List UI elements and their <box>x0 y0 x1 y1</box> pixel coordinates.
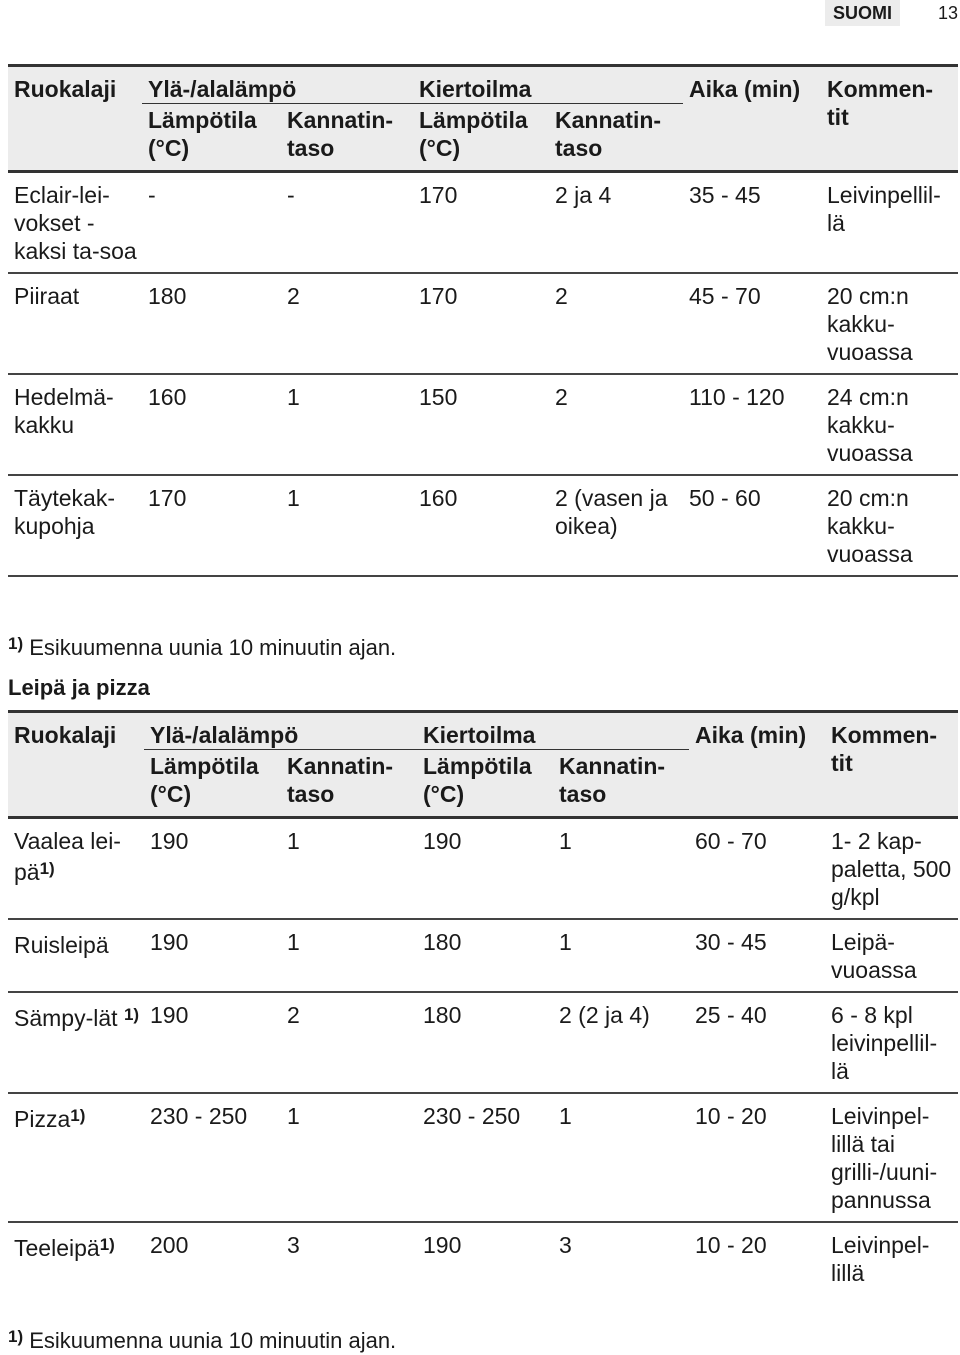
cell: - <box>148 182 156 208</box>
footnote-mark: 1) <box>8 634 24 653</box>
time-cell: 110 - 120 <box>689 384 785 410</box>
time-cell: 10 - 20 <box>695 1232 767 1258</box>
cell: 1 <box>559 828 572 854</box>
cell: 1 <box>287 828 300 854</box>
table-row <box>8 1222 958 1294</box>
dish-name: Pizza <box>14 1106 71 1132</box>
section-title: Leipä ja pizza <box>8 675 150 700</box>
col-shelf: Kannatin-taso <box>549 104 683 172</box>
col-shelf: Kannatin-taso <box>281 104 413 172</box>
footnote-mark: 1) <box>39 859 55 878</box>
comment-cell: Leivinpel-lillä <box>831 1232 930 1286</box>
col-comments: Kommen-tit <box>825 712 958 818</box>
time-cell: 30 - 45 <box>695 929 767 955</box>
cell: 1 <box>287 384 300 410</box>
table-row <box>8 818 958 920</box>
footnote <box>8 1323 396 1355</box>
col-comments: Kommen-tit <box>821 66 958 172</box>
cell: 2 <box>287 1002 300 1028</box>
col-temperature: Lämpötila (°C) <box>142 104 281 172</box>
table-header <box>8 66 958 172</box>
table-row <box>8 172 958 274</box>
dish-name: Sämpy-lät <box>14 1005 118 1031</box>
table-row <box>8 374 958 475</box>
comment-cell: Leipä-vuoassa <box>831 929 917 983</box>
cell: 1 <box>287 1103 300 1129</box>
cell: 190 <box>423 828 462 854</box>
dish-cell: Piiraat <box>14 283 80 309</box>
table-row <box>8 475 958 576</box>
cell: 170 <box>419 182 458 208</box>
footnote-mark: 1) <box>99 1235 115 1254</box>
col-temperature: Lämpötila (°C) <box>144 750 281 818</box>
cell: 150 <box>419 384 458 410</box>
dish-cell: Eclair-lei-vokset - kaksi ta-soa <box>14 182 137 264</box>
cell: 230 - 250 <box>423 1103 521 1129</box>
comment-cell: 24 cm:n kakku-vuoassa <box>827 384 913 466</box>
cell: 2 <box>555 384 568 410</box>
table-row <box>8 992 958 1093</box>
page-header <box>0 0 960 30</box>
comment-cell: 6 - 8 kpl leivinpellil-lä <box>831 1002 938 1084</box>
cell: 200 <box>150 1232 189 1258</box>
dish-cell <box>8 1093 144 1222</box>
cell: 170 <box>419 283 458 309</box>
comment-cell: Leivinpellil-lä <box>827 182 941 236</box>
comment-cell: Leivinpel-lillä tai grilli-/uuni-pannussa <box>831 1103 938 1213</box>
dish-name: Ruisleipä <box>14 932 109 958</box>
col-fan: Kiertoilma <box>413 66 683 104</box>
page-number: 13 <box>937 3 958 23</box>
cell: 190 <box>150 828 189 854</box>
dish-cell <box>8 992 144 1093</box>
col-shelf: Kannatin-taso <box>281 750 417 818</box>
cell: 2 ja 4 <box>555 182 612 208</box>
cell: 180 <box>148 283 187 309</box>
footnote-text: Esikuumenna uunia 10 minuutin ajan. <box>29 635 397 660</box>
cell: 1 <box>287 929 300 955</box>
time-cell: 45 - 70 <box>689 283 761 309</box>
cell: 1 <box>559 1103 572 1129</box>
cell: 3 <box>559 1232 572 1258</box>
cell: - <box>287 182 295 208</box>
col-time: Aika (min) <box>683 66 821 172</box>
dish-cell <box>8 919 144 992</box>
cell: 2 <box>287 283 300 309</box>
cell: 190 <box>150 929 189 955</box>
footnote-text: Esikuumenna uunia 10 minuutin ajan. <box>29 1328 397 1353</box>
table-row <box>8 273 958 374</box>
cell: 180 <box>423 1002 462 1028</box>
col-time: Aika (min) <box>689 712 825 818</box>
col-temperature: Lämpötila (°C) <box>417 750 553 818</box>
cell: 190 <box>423 1232 462 1258</box>
cell: 160 <box>419 485 458 511</box>
comment-cell: 1- 2 kap-paletta, 500 g/kpl <box>831 828 952 910</box>
footnote-mark: 1) <box>123 1005 140 1024</box>
col-fan: Kiertoilma <box>417 712 689 750</box>
footnote-mark: 1) <box>70 1106 86 1125</box>
cell: 170 <box>148 485 187 511</box>
baking-table <box>8 64 958 577</box>
footnote <box>8 630 396 662</box>
table-row <box>8 919 958 992</box>
col-top-bottom-heat: Ylä-/alalämpö <box>144 712 417 750</box>
cell: 230 - 250 <box>150 1103 248 1129</box>
dish-cell <box>8 1222 144 1294</box>
footnote-mark: 1) <box>8 1327 24 1346</box>
dish-cell: Täytekak-kupohja <box>14 485 115 539</box>
bread-pizza-table <box>8 710 958 1294</box>
dish-name: Teeleipä <box>14 1235 100 1261</box>
comment-cell: 20 cm:n kakku-vuoassa <box>827 283 913 365</box>
dish-cell <box>8 818 144 920</box>
cell: 1 <box>287 485 300 511</box>
cell: 2 (2 ja 4) <box>559 1002 650 1028</box>
col-shelf: Kannatin-taso <box>553 750 689 818</box>
time-cell: 35 - 45 <box>689 182 761 208</box>
table-row <box>8 1093 958 1222</box>
col-top-bottom-heat: Ylä-/alalämpö <box>142 66 413 104</box>
dish-name: Vaalea lei-pä <box>14 828 121 885</box>
col-dish: Ruokalaji <box>8 712 144 818</box>
cell: 1 <box>559 929 572 955</box>
cell: 160 <box>148 384 187 410</box>
col-temperature: Lämpötila (°C) <box>413 104 549 172</box>
dish-cell: Hedelmä-kakku <box>14 384 114 438</box>
table-header <box>8 712 958 818</box>
cell: 190 <box>150 1002 189 1028</box>
cell: 2 (vasen ja oikea) <box>555 485 668 539</box>
time-cell: 25 - 40 <box>695 1002 767 1028</box>
cell: 3 <box>287 1232 300 1258</box>
col-dish: Ruokalaji <box>8 66 142 172</box>
time-cell: 50 - 60 <box>689 485 761 511</box>
comment-cell: 20 cm:n kakku-vuoassa <box>827 485 913 567</box>
cell: 2 <box>555 283 568 309</box>
cell: 180 <box>423 929 462 955</box>
time-cell: 60 - 70 <box>695 828 767 854</box>
time-cell: 10 - 20 <box>695 1103 767 1129</box>
language-label: SUOMI <box>825 0 900 26</box>
